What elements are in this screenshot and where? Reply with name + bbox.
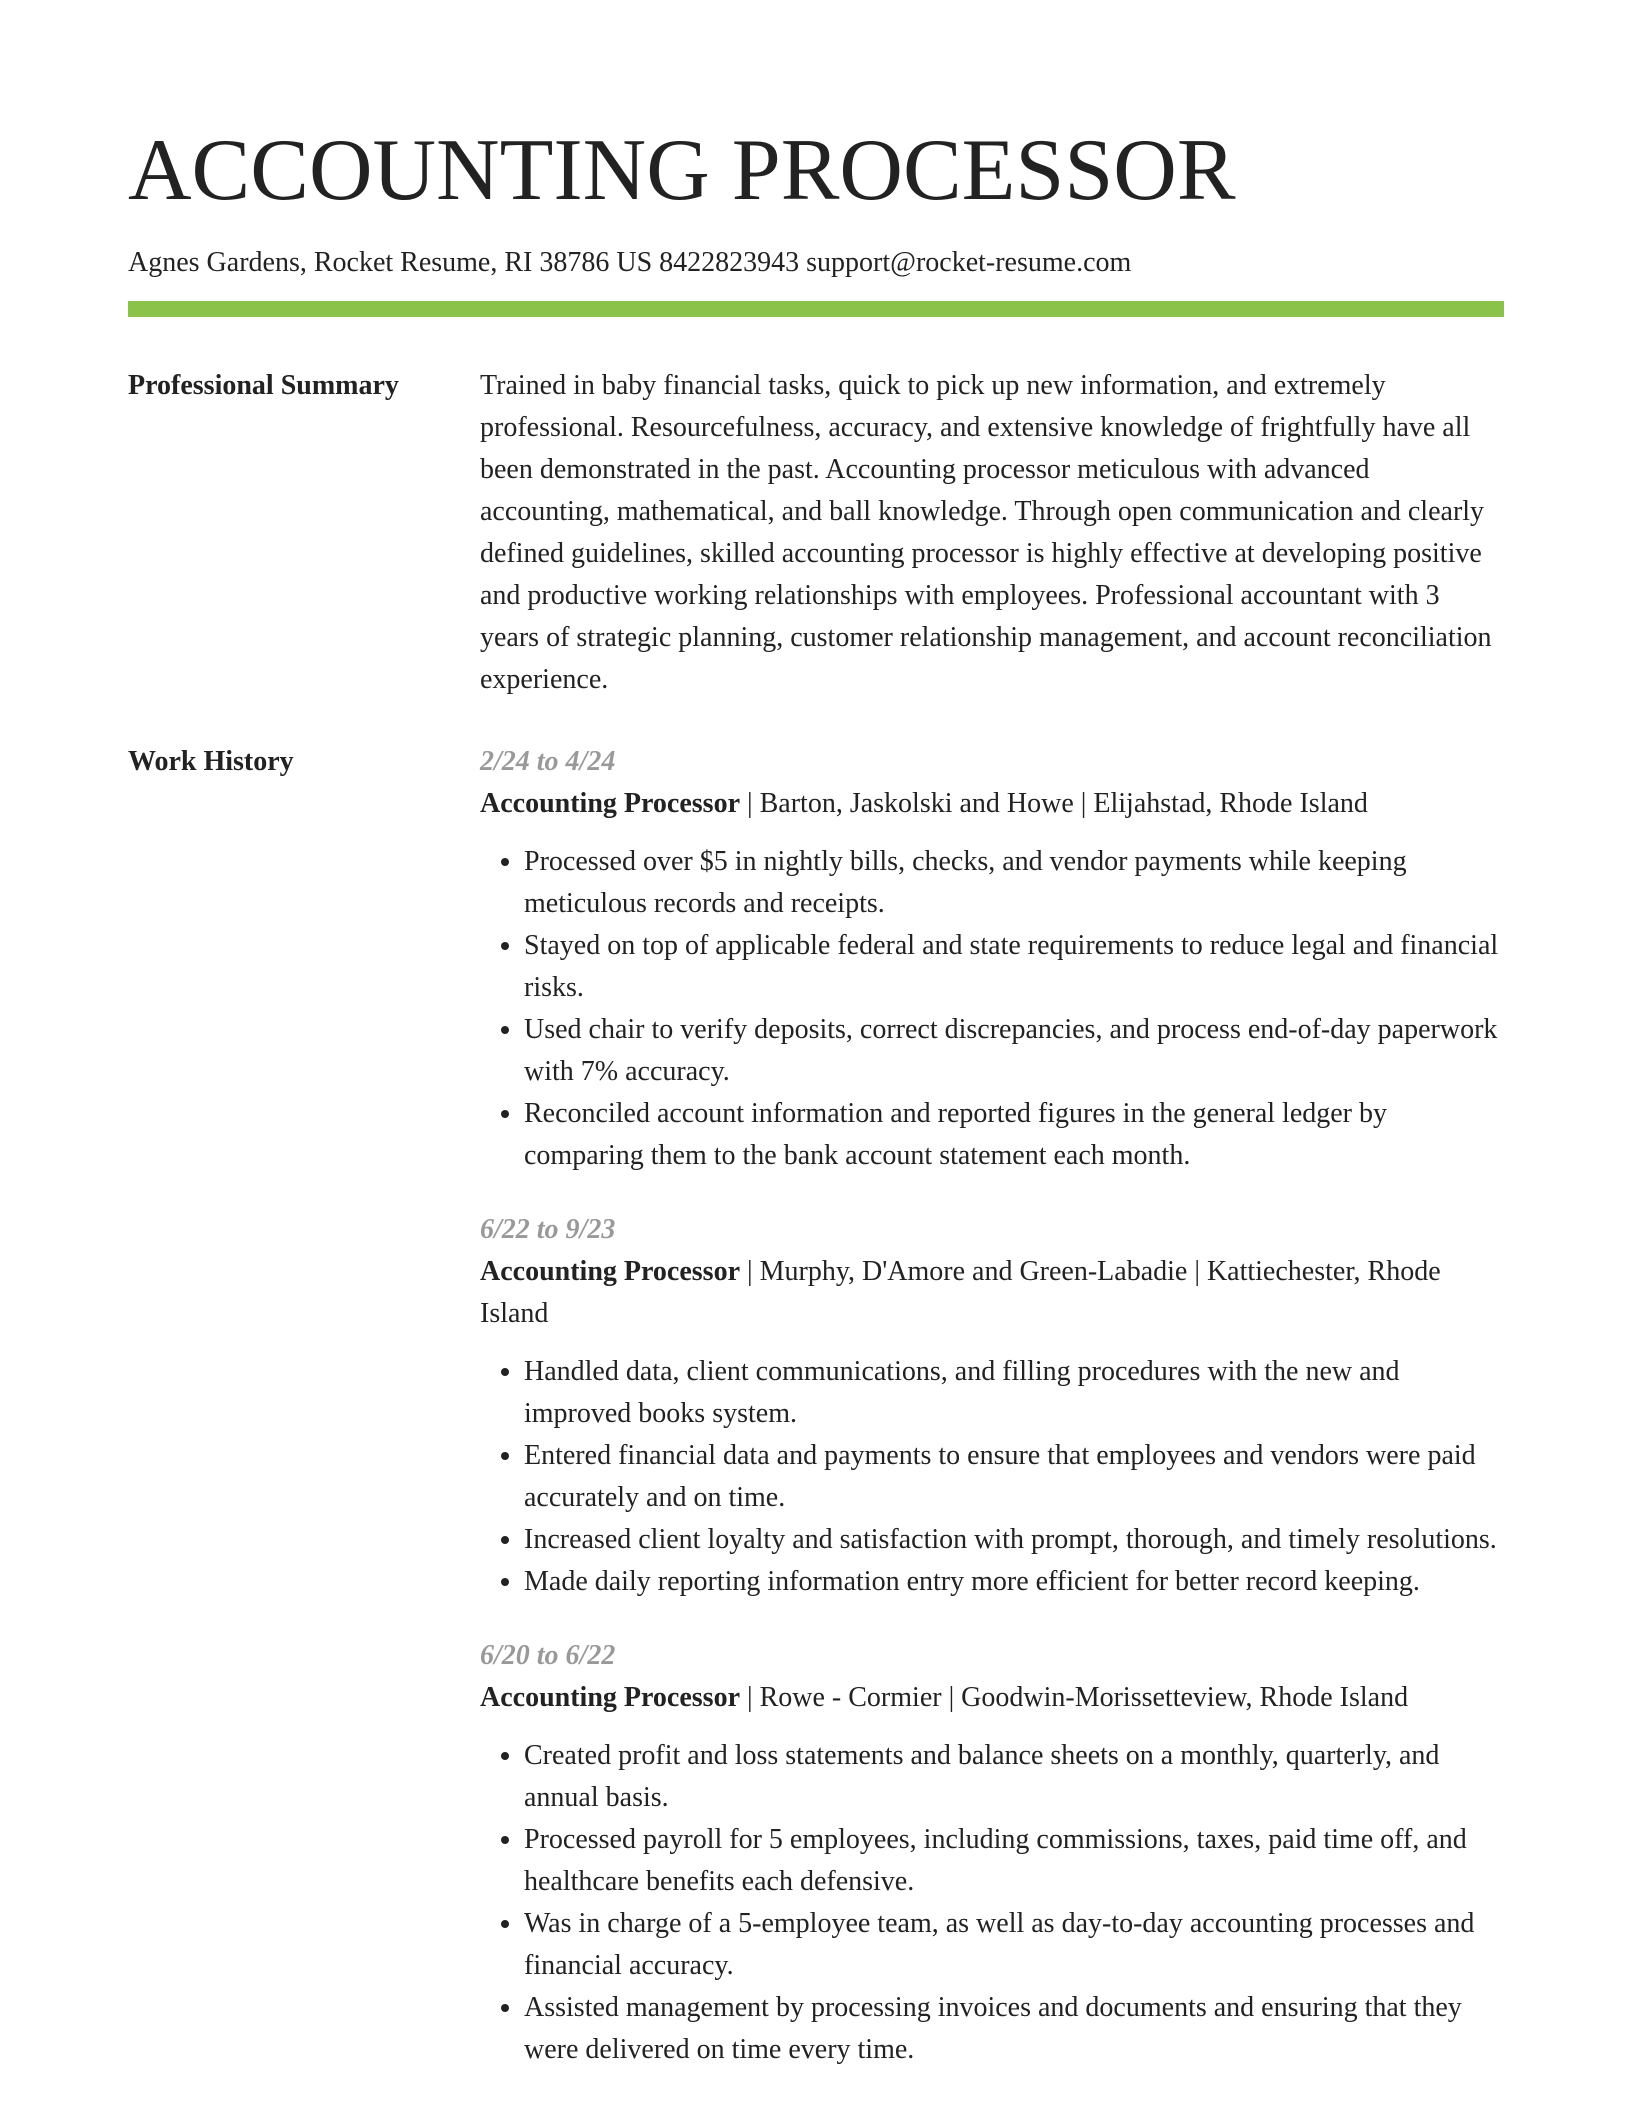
- job-details: | Rowe - Cormier | Goodwin-Morissetteview, Rhode Island: [740, 1682, 1409, 1713]
- job-bullet: • Created profit and loss statements and balance sheets on a monthly, quarterly, and annual basis.: [524, 1735, 1504, 1819]
- resume-title: ACCOUNTING PROCESSOR: [128, 122, 1236, 219]
- summary-section: [128, 365, 1504, 701]
- job-bullet: • Processed payroll for 5 employees, including commissions, taxes, paid time off, and healthcare benefits each defensive.: [524, 1819, 1504, 1903]
- accent-divider: [128, 301, 1504, 317]
- job-bullet: • Stayed on top of applicable federal and state requirements to reduce legal and financial risks.: [524, 925, 1504, 1009]
- job-bullet: • Made daily reporting information entry more efficient for better record keeping.: [524, 1561, 1504, 1603]
- work-history-body: [480, 741, 1504, 2103]
- job-bullet: • Assisted management by processing invoices and documents and ensuring that they were delivered on time every time.: [524, 1987, 1504, 2071]
- job-bullet: • Processed over $5 in nightly bills, checks, and vendor payments while keeping meticulous records and receipts.: [524, 841, 1504, 925]
- job-details: | Barton, Jaskolski and Howe | Elijahstad, Rhode Island: [740, 788, 1368, 819]
- job-bullets: [480, 841, 1504, 1177]
- summary-text: Trained in baby financial tasks, quick to pick up new information, and extremely professional. Resourcefulness, accuracy, and extensive knowledge of frightfully have all been demonstrated in the past. Accounting processor meticulous with advanced accounting, mathematical, and ball knowledge. Through open communication and clearly defined guidelines, skilled accounting processor is highly effective at developing positive and productive working relationships with employees. Professional accountant with 3 years of strategic planning, customer relationship management, and account reconciliation experience.: [480, 370, 1492, 695]
- contact-line: Agnes Gardens, Rocket Resume, RI 38786 US 8422823943 support@rocket-resume.com: [128, 247, 1132, 278]
- job-title: Accounting Processor: [480, 1682, 740, 1713]
- job-dates: 2/24 to 4/24: [480, 746, 616, 777]
- job-bullet: • Increased client loyalty and satisfaction with prompt, thorough, and timely resolutions.: [524, 1519, 1504, 1561]
- job-bullet: • Entered financial data and payments to ensure that employees and vendors were paid accurately and on time.: [524, 1435, 1504, 1519]
- job-bullets: [480, 1351, 1504, 1603]
- job-heading: [480, 1251, 1504, 1335]
- job-dates: 6/20 to 6/22: [480, 1640, 616, 1671]
- job-heading: [480, 783, 1504, 825]
- job-entry: [480, 741, 1504, 1177]
- job-dates: 6/22 to 9/23: [480, 1214, 616, 1245]
- job-bullet: • Handled data, client communications, and filling procedures with the new and improved books system.: [524, 1351, 1504, 1435]
- summary-label: Professional Summary: [128, 370, 399, 401]
- job-title: Accounting Processor: [480, 1256, 740, 1287]
- job-title: Accounting Processor: [480, 788, 740, 819]
- job-bullets: [480, 1735, 1504, 2071]
- job-entry: [480, 1635, 1504, 2071]
- job-details: | Murphy, D'Amore and Green-Labadie | Kattiechester, Rhode Island: [480, 1256, 1441, 1329]
- summary-body: [480, 365, 1504, 701]
- job-heading: [480, 1677, 1504, 1719]
- job-bullet: • Used chair to verify deposits, correct discrepancies, and process end-of-day paperwork with 7% accuracy.: [524, 1009, 1504, 1093]
- job-entry: [480, 1209, 1504, 1603]
- resume-page: [128, 0, 1504, 2103]
- job-bullet: • Reconciled account information and reported figures in the general ledger by comparing them to the bank account statement each month.: [524, 1093, 1504, 1177]
- job-bullet: • Was in charge of a 5-employee team, as well as day-to-day accounting processes and financial accuracy.: [524, 1903, 1504, 1987]
- work-history-section: [128, 741, 1504, 2103]
- work-history-label: Work History: [128, 746, 294, 777]
